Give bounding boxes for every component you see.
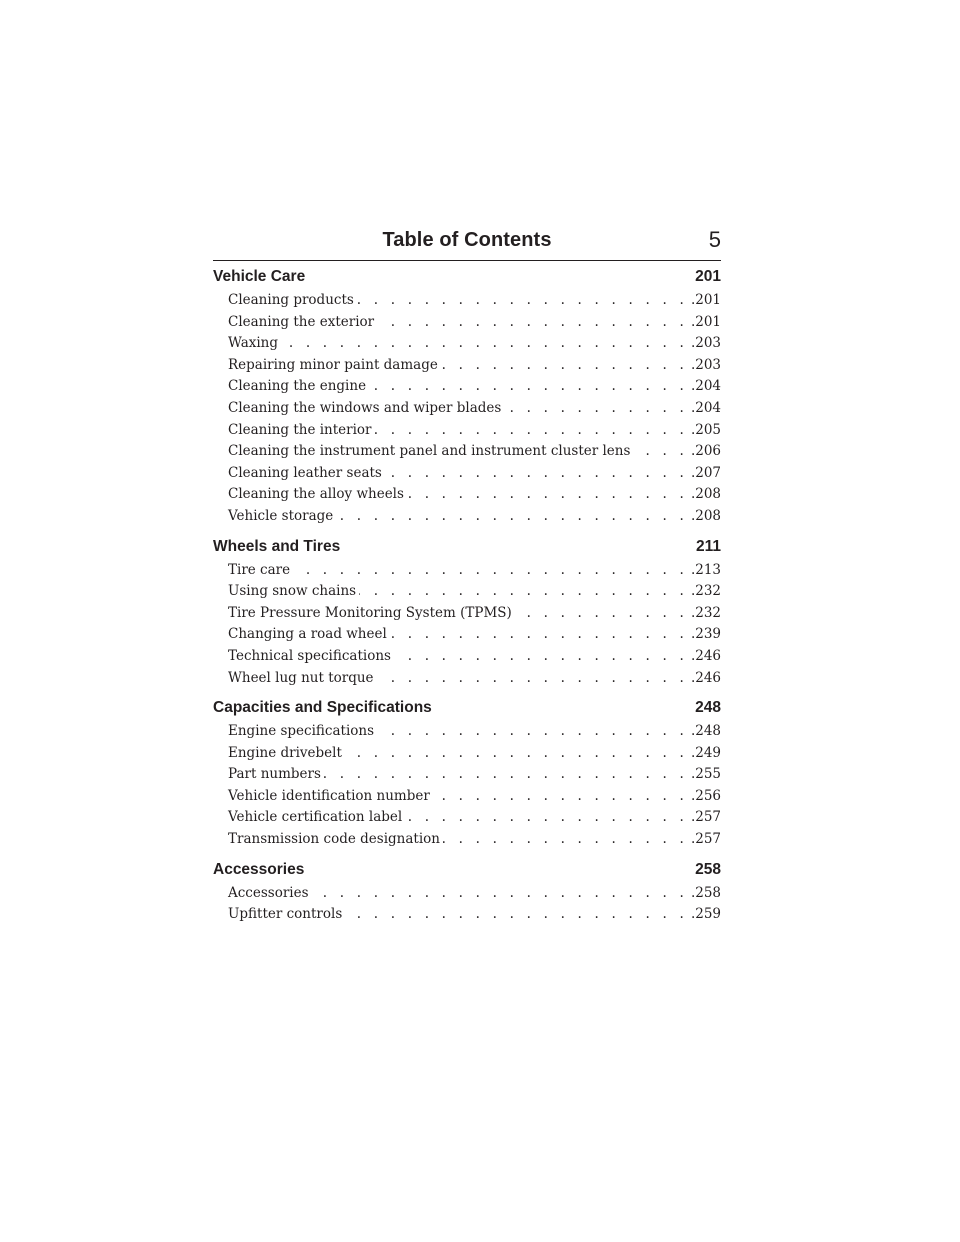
- section-title: Accessories: [213, 860, 305, 878]
- toc-entry[interactable]: [213, 562, 721, 584]
- entry-page: .203: [690, 335, 721, 352]
- entry-label: Cleaning the engine: [228, 378, 367, 395]
- entry-label: Wheel lug nut torque: [228, 669, 374, 686]
- toc-entry[interactable]: [213, 465, 721, 487]
- toc-entry[interactable]: [213, 670, 721, 692]
- dot-leader: [281, 335, 688, 351]
- entry-page: .248: [690, 723, 721, 740]
- entry-label: Cleaning the interior: [228, 421, 372, 438]
- toc-entry[interactable]: [213, 626, 721, 648]
- dot-leader: [385, 465, 688, 481]
- toc-section-heading[interactable]: [213, 861, 721, 883]
- toc-entry[interactable]: [213, 788, 721, 810]
- entry-label: Cleaning leather seats: [228, 464, 382, 481]
- entry-page: .208: [690, 507, 721, 524]
- entry-label: Tire care: [228, 561, 291, 578]
- toc-entry[interactable]: [213, 809, 721, 831]
- toc-entry[interactable]: [213, 605, 721, 627]
- entry-page: .208: [690, 486, 721, 503]
- entry-page: .203: [690, 356, 721, 373]
- toc-section-heading[interactable]: [213, 268, 721, 290]
- toc-entry[interactable]: [213, 766, 721, 788]
- page-header: [213, 226, 721, 261]
- toc-entry[interactable]: [213, 486, 721, 508]
- entry-label: Vehicle identification number: [228, 787, 430, 804]
- dot-leader: [336, 508, 688, 524]
- toc-entry[interactable]: [213, 400, 721, 422]
- entry-page: .258: [690, 884, 721, 901]
- section-page: 258: [695, 860, 721, 878]
- dot-leader: [441, 357, 688, 373]
- toc-entry[interactable]: [213, 314, 721, 336]
- entry-label: Cleaning the instrument panel and instrument cluster lens: [228, 443, 631, 460]
- toc-entry[interactable]: [213, 583, 721, 605]
- table-of-contents: [213, 268, 721, 936]
- entry-page: .259: [690, 906, 721, 923]
- entry-page: .206: [690, 443, 721, 460]
- entry-page: .257: [690, 831, 721, 848]
- dot-leader: [312, 885, 688, 901]
- entry-page: .201: [690, 313, 721, 330]
- entry-label: Technical specifications: [228, 647, 391, 664]
- entry-page: .213: [690, 561, 721, 578]
- dot-leader: [433, 788, 688, 804]
- entry-label: Waxing: [228, 335, 279, 352]
- toc-entry[interactable]: [213, 723, 721, 745]
- entry-label: Repairing minor paint damage: [228, 356, 438, 373]
- entry-label: Part numbers: [228, 766, 321, 783]
- entry-page: .256: [690, 787, 721, 804]
- entry-label: Cleaning the exterior: [228, 313, 375, 330]
- toc-section-capacities-and-specifications: [213, 699, 721, 853]
- toc-entry[interactable]: [213, 745, 721, 767]
- toc-entry[interactable]: [213, 885, 721, 907]
- page-title: Table of Contents: [382, 229, 552, 251]
- toc-entry[interactable]: [213, 831, 721, 853]
- toc-entry[interactable]: [213, 508, 721, 530]
- entry-page: .246: [690, 647, 721, 664]
- entry-label: Cleaning the windows and wiper blades: [228, 399, 502, 416]
- entry-page: .204: [690, 378, 721, 395]
- entry-page: .239: [690, 626, 721, 643]
- dot-leader: [405, 809, 688, 825]
- toc-entry[interactable]: [213, 357, 721, 379]
- dot-leader: [345, 745, 688, 761]
- section-page: 248: [695, 699, 721, 717]
- entry-page: .257: [690, 809, 721, 826]
- section-page: 201: [695, 268, 721, 285]
- section-title: Wheels and Tires: [213, 537, 341, 555]
- dot-leader: [394, 648, 688, 664]
- section-title: Vehicle Care: [213, 268, 306, 285]
- toc-entry[interactable]: [213, 648, 721, 670]
- entry-label: Using snow chains: [228, 583, 357, 600]
- entry-label: Transmission code designation: [228, 831, 440, 848]
- dot-leader: [375, 422, 688, 438]
- entry-label: Changing a road wheel: [228, 626, 387, 643]
- dot-leader: [443, 831, 688, 847]
- dot-leader: [633, 443, 688, 459]
- entry-label: Cleaning the alloy wheels: [228, 486, 404, 503]
- dot-leader: [324, 766, 688, 782]
- toc-entry[interactable]: [213, 292, 721, 314]
- toc-entry[interactable]: [213, 906, 721, 928]
- dot-leader: [359, 583, 688, 599]
- entry-label: Tire Pressure Monitoring System (TPMS): [228, 604, 512, 621]
- entry-label: Accessories: [228, 884, 309, 901]
- entry-page: .201: [690, 292, 721, 308]
- dot-leader: [377, 314, 688, 330]
- toc-section-accessories: [213, 861, 721, 928]
- entry-page: .207: [690, 464, 721, 481]
- dot-leader: [504, 400, 688, 416]
- toc-section-heading[interactable]: [213, 699, 721, 721]
- entry-label: Upfitter controls: [228, 906, 343, 923]
- entry-label: Vehicle certification label: [228, 809, 403, 826]
- toc-entry[interactable]: [213, 422, 721, 444]
- dot-leader: [515, 605, 688, 621]
- dot-leader: [390, 626, 688, 642]
- dot-leader: [369, 378, 688, 394]
- toc-entry[interactable]: [213, 335, 721, 357]
- entry-label: Vehicle storage: [228, 507, 334, 524]
- entry-page: .246: [690, 669, 721, 686]
- section-page: 211: [695, 537, 721, 555]
- toc-section-vehicle-care: [213, 268, 721, 530]
- dot-leader: [357, 292, 688, 308]
- toc-entry[interactable]: [213, 378, 721, 400]
- dot-leader: [345, 906, 688, 922]
- page-number: 5: [708, 227, 721, 252]
- dot-leader: [377, 723, 688, 739]
- entry-page: .205: [690, 421, 721, 438]
- dot-leader: [377, 670, 688, 686]
- section-title: Capacities and Specifications: [213, 699, 432, 717]
- entry-label: Engine drivebelt: [228, 744, 342, 761]
- entry-page: .232: [690, 604, 721, 621]
- dot-leader: [407, 486, 688, 502]
- entry-page: .249: [690, 744, 721, 761]
- entry-page: .255: [690, 766, 721, 783]
- entry-page: .204: [690, 399, 721, 416]
- entry-page: .232: [690, 583, 721, 600]
- dot-leader: [293, 562, 688, 578]
- toc-entry[interactable]: [213, 443, 721, 465]
- toc-section-heading[interactable]: [213, 538, 721, 560]
- entry-label: Cleaning products: [228, 292, 354, 308]
- toc-section-wheels-and-tires: [213, 538, 721, 692]
- entry-label: Engine specifications: [228, 723, 375, 740]
